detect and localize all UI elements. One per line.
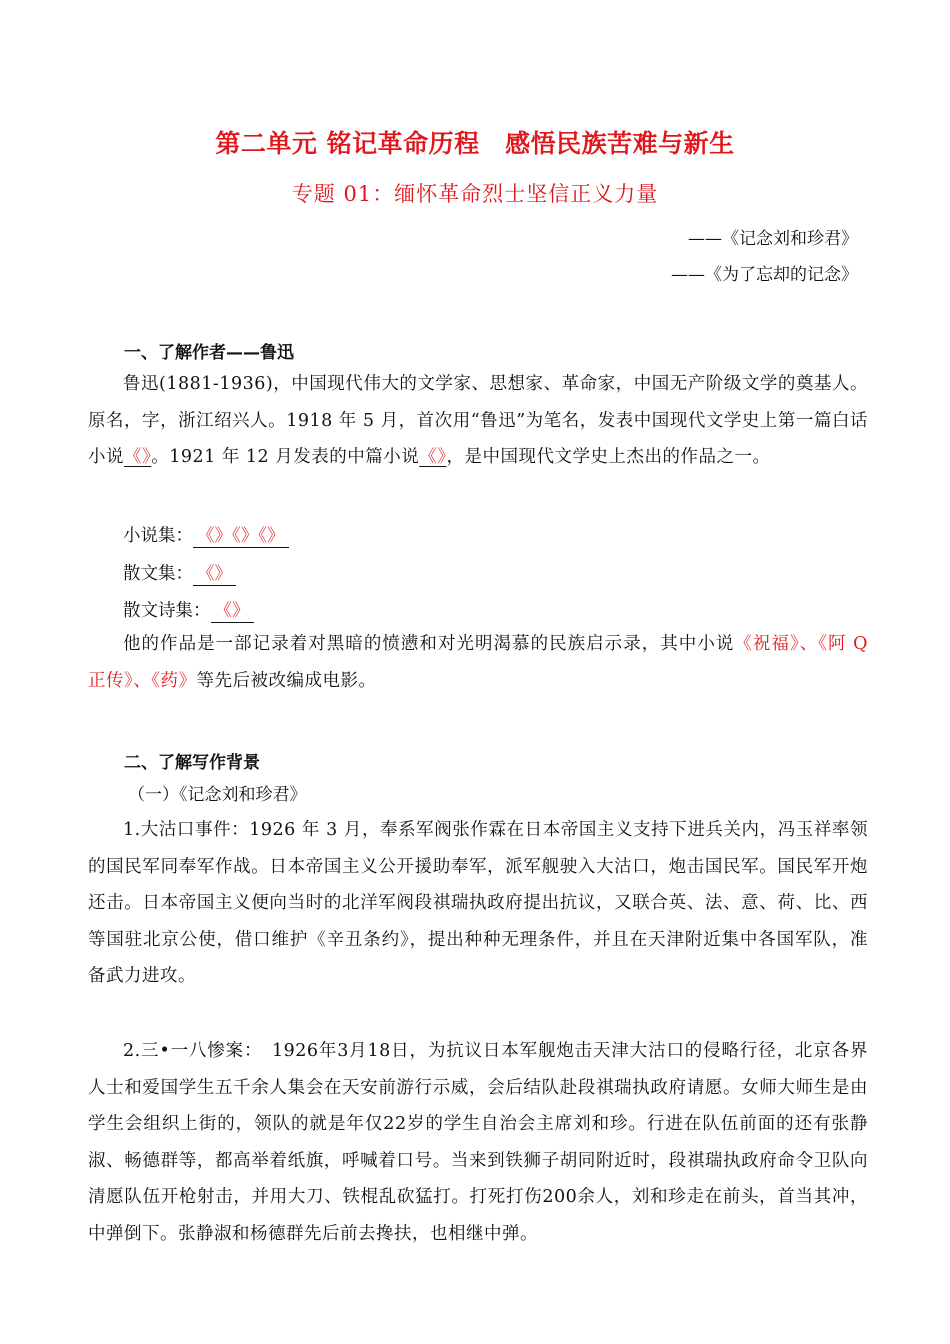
paragraph-text: ，是中国现代文学史上杰出的作品之一。 <box>446 447 771 467</box>
fill-blank: 《》 <box>193 563 236 586</box>
novels-line <box>123 522 289 548</box>
paragraph-text: 等先后被改编成电影。 <box>196 670 377 691</box>
essays-line <box>123 560 236 586</box>
paragraph-text: 鲁迅(1881-1936)，中国现代伟大的文学家、思想家、革命家，中国无产阶级文学的奠基人。原名，字，浙江绍兴人。1918 年 5 月，首次用“鲁迅”为笔名，发表中国现代文学史上第一篇白话小说 <box>88 374 868 467</box>
paragraph-text: 。1921 年 12 月发表的中篇小说 <box>151 447 420 467</box>
fill-blank: 《》 <box>419 447 447 467</box>
paragraph: 1.大沽口事件：1926 年 3 月，奉系军阀张作霖在日本帝国主义支持下进兵关内，冯玉祥率领的国民军同奉军作战。日本帝国主义公开援助奉军，派军舰驶入大沽口，炮击国民军。国民军开炮还击。日本帝国主义便向当时的北洋军阀段祺瑞执政府提出抗议，又联合英、法、意、荷、比、西等国驻北京公使，借口维护《辛丑条约》，提出种种无理条件，并且在天津附近集中各国军队，准备武力进攻。 <box>88 820 868 986</box>
subtitle-line: ——《记念刘和珍君》 <box>688 229 858 249</box>
paragraph <box>88 366 868 476</box>
essays-label: 散文集： <box>123 564 193 584</box>
section-heading: 二、了解写作背景 <box>124 753 260 773</box>
sub-heading: （一）《记念刘和珍君》 <box>128 785 307 805</box>
fill-blank: 《》 <box>124 447 152 467</box>
paragraph-text: 他的作品是一部记录着对黑暗的愤懑和对光明渴慕的民族启示录，其中小说 <box>123 634 735 654</box>
fill-blank: 《》《》《》 <box>193 525 289 548</box>
poems-label: 散文诗集： <box>123 601 211 621</box>
paragraph <box>88 626 868 699</box>
paragraph: 2.三•一八惨案： 1926年3月18日，为抗议日本军舰炮击天津大沽口的侵略行径，北京各界人士和爱国学生五千余人集会在天安前游行示威，会后结队赴段祺瑞执政府请愿。女师大师生是由学生会组织上街的，领队的就是年仅22岁的学生自治会主席刘和珍。行进在队伍前面的还有张静淑、畅德群等，都高举着纸旗，呼喊着口号。当来到铁狮子胡同附近时，段祺瑞执政府命令卫队向清愿队伍开枪射击，并用大刀、铁棍乱砍猛打。打死打伤200余人，刘和珍走在前头，首当其冲，中弹倒下。张静淑和杨德群先后前去搀扶，也相继中弹。 <box>88 1041 868 1244</box>
fill-blank: 《》 <box>211 600 254 623</box>
novels-label: 小说集： <box>123 526 193 546</box>
subtitle-line: ——《为了忘却的记念》 <box>671 265 858 285</box>
poems-line <box>123 597 254 623</box>
section-heading: 一、了解作者——鲁迅 <box>124 343 294 363</box>
unit-title: 第二单元 铭记革命历程 感悟民族苦难与新生 <box>215 129 735 158</box>
topic-title: 专题 01：缅怀革命烈士坚信正义力量 <box>291 182 659 206</box>
film-works: 《祝福》、《阿 Q 正传》、《药》 <box>88 634 868 691</box>
